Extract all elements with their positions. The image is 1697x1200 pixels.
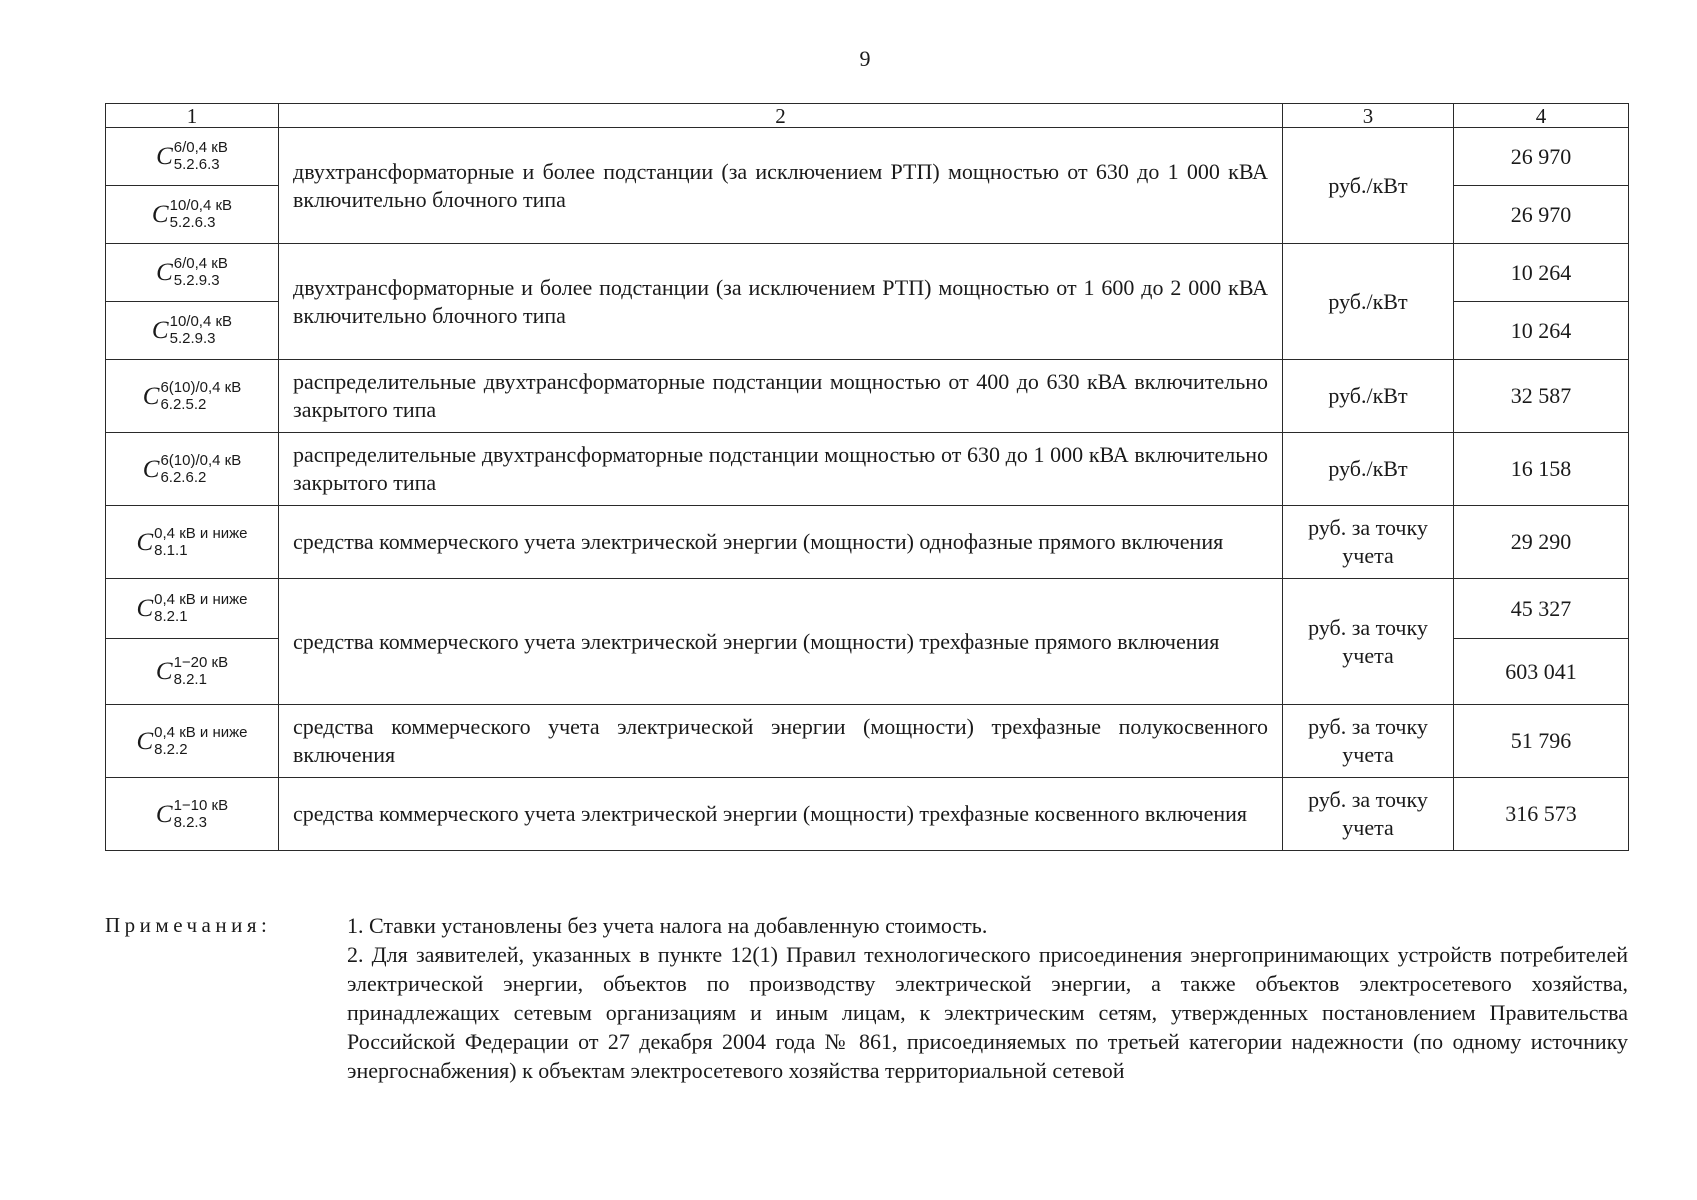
table-row (106, 433, 1629, 506)
rate-value-cell: 45 327 (1454, 579, 1629, 639)
unit-cell: руб./кВт (1283, 244, 1454, 360)
rate-index-subscript: 8.2.1 (173, 671, 207, 688)
rate-value-cell: 16 158 (1454, 433, 1629, 506)
rate-code-cell (106, 579, 279, 639)
rate-symbol-base: C (155, 658, 173, 685)
rate-index-subscript: 5.2.9.3 (173, 272, 220, 289)
description-cell: средства коммерческого учета электрической энергии (мощности) однофазные прямого включения (279, 506, 1283, 579)
rate-symbol-scripts (174, 655, 229, 688)
table-row (106, 128, 1629, 186)
rate-symbol (136, 725, 247, 758)
rate-voltage-superscript: 1−20 кВ (173, 654, 229, 671)
header-cell: 1 (106, 104, 279, 128)
rate-symbol-base: C (155, 800, 173, 828)
rate-symbol (136, 526, 247, 559)
unit-cell: руб./кВт (1283, 360, 1454, 433)
header-cell: 2 (279, 104, 1283, 128)
rate-symbol-scripts (154, 526, 247, 559)
description-cell: распределительные двухтрансформаторные подстанции мощностью от 400 до 630 кВА включительно закрытого типа (279, 360, 1283, 433)
rate-symbol-base: C (142, 382, 160, 410)
rate-symbol (156, 256, 228, 289)
table-row (106, 244, 1629, 302)
rate-symbol-scripts (174, 140, 228, 173)
rate-symbol-base: C (142, 455, 160, 483)
unit-cell: руб. за точку учета (1283, 506, 1454, 579)
table-row (106, 579, 1629, 639)
rate-value-cell: 51 796 (1454, 705, 1629, 778)
rate-index-subscript: 5.2.9.3 (169, 330, 216, 347)
rate-code-cell (106, 302, 279, 360)
rate-voltage-superscript: 0,4 кВ и ниже (154, 524, 248, 542)
description-cell: средства коммерческого учета электрической энергии (мощности) трехфазные косвенного включения (279, 778, 1283, 851)
rate-index-subscript: 8.2.3 (173, 813, 207, 831)
rate-symbol (156, 140, 228, 173)
rate-symbol (143, 380, 241, 413)
rate-symbol-scripts (174, 798, 229, 831)
rate-value-cell: 29 290 (1454, 506, 1629, 579)
rate-voltage-superscript: 6(10)/0,4 кВ (160, 378, 242, 396)
unit-cell: руб. за точку учета (1283, 778, 1454, 851)
rate-value-cell: 316 573 (1454, 778, 1629, 851)
rate-code-cell (106, 705, 279, 778)
rate-symbol-base: C (151, 317, 169, 344)
unit-cell: руб./кВт (1283, 128, 1454, 244)
description-cell: двухтрансформаторные и более подстанции (за исключением РТП) мощностью от 630 до 1 000 кВА включительно блочного типа (279, 128, 1283, 244)
table-row (106, 506, 1629, 579)
table-row (106, 705, 1629, 778)
rate-code-cell (106, 778, 279, 851)
rate-symbol-base: C (156, 259, 173, 286)
rate-voltage-superscript: 6/0,4 кВ (173, 139, 228, 156)
description-cell: распределительные двухтрансформаторные подстанции мощностью от 630 до 1 000 кВА включительно закрытого типа (279, 433, 1283, 506)
unit-cell: руб. за точку учета (1283, 579, 1454, 705)
rate-symbol (143, 453, 241, 486)
rate-symbol-base: C (136, 595, 154, 622)
description-cell: средства коммерческого учета электрической энергии (мощности) трехфазные полукосвенного включения (279, 705, 1283, 778)
rate-code-cell (106, 244, 279, 302)
note-text: 1. Ставки установлены без учета налога на добавленную стоимость. (347, 913, 988, 938)
rate-symbol (136, 592, 247, 625)
page-number: 9 (859, 46, 871, 71)
rate-symbol-base: C (156, 143, 173, 170)
rate-symbol (156, 798, 228, 831)
rate-index-subscript: 8.1.1 (154, 541, 188, 559)
rate-symbol-scripts (160, 453, 241, 486)
rate-symbol-scripts (154, 592, 247, 625)
table-row (106, 778, 1629, 851)
rate-symbol-base: C (136, 727, 154, 755)
rate-index-subscript: 5.2.6.3 (173, 156, 220, 173)
notes-body (347, 911, 1628, 1085)
note-item (347, 911, 1628, 940)
note-text: 2. Для заявителей, указанных в пункте 12(1) Правил технологического присоединения энергопринимающих устройств потребителей электрической энергии, объектов по производству электрической энергии, а также объектов электросетевого хозяйства, принадлежащих сетевым организациям и иным лицам, к электрическим сетям, утвержденных постановлением Правительства Российской Федерации от 27 декабря 2004 года № 861, присоединяемых по третьей категории надежности (по одному источнику энергоснабжения) к объектам электросетевого хозяйства территориальной сетевой (347, 942, 1628, 1083)
rate-index-subscript: 6.2.5.2 (160, 395, 207, 413)
table-row (106, 360, 1629, 433)
unit-cell: руб./кВт (1283, 433, 1454, 506)
rate-index-subscript: 8.2.1 (154, 608, 188, 625)
rate-symbol-scripts (170, 314, 232, 347)
rate-symbol-base: C (136, 528, 154, 556)
rate-code-cell (106, 186, 279, 244)
note-item (347, 940, 1628, 1085)
rate-voltage-superscript: 10/0,4 кВ (169, 313, 233, 330)
rate-code-cell (106, 128, 279, 186)
description-cell: двухтрансформаторные и более подстанции (за исключением РТП) мощностью от 1 600 до 2 000 кВА включительно блочного типа (279, 244, 1283, 360)
header-cell: 4 (1454, 104, 1629, 128)
rate-value-cell: 26 970 (1454, 186, 1629, 244)
rate-symbol-scripts (160, 380, 241, 413)
unit-cell: руб. за точку учета (1283, 705, 1454, 778)
rate-value-cell: 10 264 (1454, 302, 1629, 360)
rate-symbol (152, 198, 232, 231)
notes-label: Примечания: (105, 913, 272, 937)
rate-symbol-scripts (154, 725, 247, 758)
rate-voltage-superscript: 0,4 кВ и ниже (154, 723, 248, 741)
rate-code-cell (106, 360, 279, 433)
rate-voltage-superscript: 10/0,4 кВ (169, 197, 233, 214)
rate-index-subscript: 5.2.6.3 (169, 214, 216, 231)
rate-symbol-base: C (151, 201, 169, 228)
rate-voltage-superscript: 6(10)/0,4 кВ (160, 451, 242, 469)
rate-symbol-scripts (170, 198, 232, 231)
description-cell: средства коммерческого учета электрической энергии (мощности) трехфазные прямого включения (279, 579, 1283, 705)
rates-table (105, 103, 1629, 851)
rate-voltage-superscript: 6/0,4 кВ (173, 255, 228, 272)
header-cell: 3 (1283, 104, 1454, 128)
rate-value-cell: 10 264 (1454, 244, 1629, 302)
rate-code-cell (106, 433, 279, 506)
header-row (106, 104, 1629, 128)
rate-index-subscript: 6.2.6.2 (160, 468, 207, 486)
rates-table-body (106, 104, 1629, 851)
rate-symbol-scripts (174, 256, 228, 289)
rate-voltage-superscript: 0,4 кВ и ниже (154, 591, 248, 608)
rate-symbol (156, 655, 228, 688)
rate-code-cell (106, 506, 279, 579)
rate-index-subscript: 8.2.2 (154, 740, 188, 758)
rate-voltage-superscript: 1−10 кВ (173, 796, 229, 814)
rate-value-cell: 32 587 (1454, 360, 1629, 433)
rate-code-cell (106, 639, 279, 705)
rate-value-cell: 603 041 (1454, 639, 1629, 705)
rate-value-cell: 26 970 (1454, 128, 1629, 186)
rate-symbol (152, 314, 232, 347)
